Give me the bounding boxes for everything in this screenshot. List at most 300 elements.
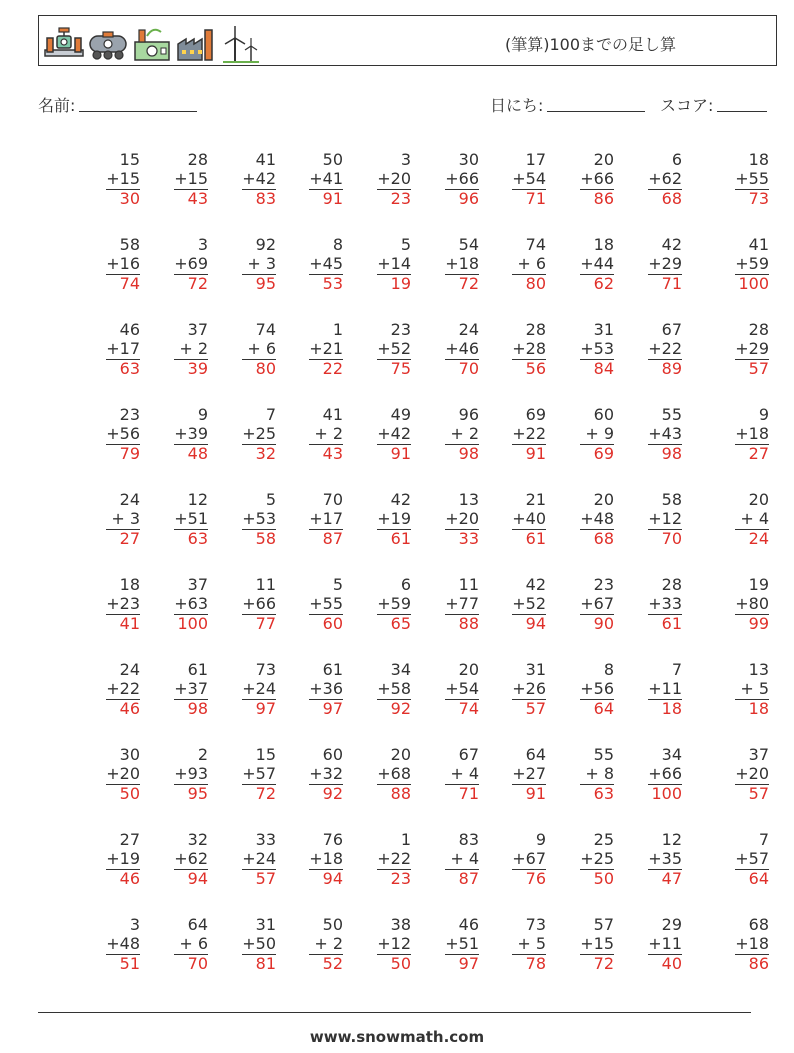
answer: 98 bbox=[458, 444, 479, 463]
addition-problem bbox=[273, 915, 343, 973]
footer-divider bbox=[38, 1012, 751, 1013]
sum-rule bbox=[377, 869, 411, 870]
sum-rule bbox=[445, 529, 479, 530]
addend-bottom: +17 bbox=[106, 339, 140, 358]
sum-rule bbox=[580, 444, 614, 445]
addend-bottom: +16 bbox=[106, 254, 140, 273]
addend-bottom: +37 bbox=[174, 679, 208, 698]
addend-top: 7 bbox=[265, 405, 276, 424]
sum-rule bbox=[309, 699, 343, 700]
answer: 52 bbox=[322, 954, 343, 973]
addition-problem bbox=[70, 745, 140, 803]
addend-bottom: +54 bbox=[512, 169, 546, 188]
addend-top: 34 bbox=[390, 660, 411, 679]
addend-top: 17 bbox=[525, 150, 546, 169]
answer: 91 bbox=[525, 444, 546, 463]
sum-rule bbox=[648, 614, 682, 615]
answer: 90 bbox=[593, 614, 614, 633]
addend-bottom: +22 bbox=[648, 339, 682, 358]
addend-bottom: +56 bbox=[106, 424, 140, 443]
addition-problem bbox=[273, 575, 343, 633]
addend-bottom: + 4 bbox=[740, 509, 769, 528]
answer: 70 bbox=[458, 359, 479, 378]
answer: 47 bbox=[661, 869, 682, 888]
sum-rule bbox=[512, 529, 546, 530]
addend-top: 12 bbox=[661, 830, 682, 849]
addend-bottom: +33 bbox=[648, 594, 682, 613]
sum-rule bbox=[106, 954, 140, 955]
addend-bottom: +22 bbox=[377, 849, 411, 868]
addition-problem bbox=[544, 745, 614, 803]
addition-problem bbox=[476, 915, 546, 973]
addition-problem bbox=[206, 915, 276, 973]
answer: 18 bbox=[748, 699, 769, 718]
addend-bottom: +15 bbox=[580, 934, 614, 953]
addend-top: 28 bbox=[187, 150, 208, 169]
addition-problem bbox=[699, 235, 769, 293]
answer: 64 bbox=[593, 699, 614, 718]
addition-problem bbox=[612, 150, 682, 208]
addition-problem bbox=[544, 490, 614, 548]
sum-rule bbox=[242, 869, 276, 870]
sum-rule bbox=[735, 954, 769, 955]
addend-top: 23 bbox=[390, 320, 411, 339]
addend-bottom: +46 bbox=[445, 339, 479, 358]
addition-problem bbox=[206, 490, 276, 548]
addend-bottom: +15 bbox=[106, 169, 140, 188]
sum-rule bbox=[648, 274, 682, 275]
addend-bottom: +28 bbox=[512, 339, 546, 358]
addend-bottom: +52 bbox=[512, 594, 546, 613]
addend-top: 32 bbox=[187, 830, 208, 849]
addend-top: 15 bbox=[119, 150, 140, 169]
answer: 65 bbox=[390, 614, 411, 633]
sum-rule bbox=[648, 784, 682, 785]
sum-rule bbox=[377, 444, 411, 445]
answer: 87 bbox=[458, 869, 479, 888]
answer: 81 bbox=[255, 954, 276, 973]
problem-row bbox=[38, 745, 778, 830]
sum-rule bbox=[242, 359, 276, 360]
addend-top: 37 bbox=[748, 745, 769, 764]
answer: 57 bbox=[255, 869, 276, 888]
addition-problem bbox=[273, 320, 343, 378]
addend-bottom: + 6 bbox=[517, 254, 546, 273]
addend-bottom: +40 bbox=[512, 509, 546, 528]
addend-bottom: +68 bbox=[377, 764, 411, 783]
addend-top: 31 bbox=[255, 915, 276, 934]
addend-top: 42 bbox=[525, 575, 546, 594]
addend-top: 74 bbox=[525, 235, 546, 254]
addition-problem bbox=[476, 405, 546, 463]
addition-problem bbox=[70, 405, 140, 463]
addend-bottom: + 4 bbox=[450, 849, 479, 868]
answer: 91 bbox=[525, 784, 546, 803]
sum-rule bbox=[580, 614, 614, 615]
addend-top: 31 bbox=[593, 320, 614, 339]
sum-rule bbox=[174, 444, 208, 445]
sum-rule bbox=[648, 699, 682, 700]
addition-problem bbox=[699, 830, 769, 888]
answer: 39 bbox=[187, 359, 208, 378]
answer: 100 bbox=[651, 784, 682, 803]
addition-problem bbox=[341, 150, 411, 208]
sum-rule bbox=[309, 614, 343, 615]
answer: 72 bbox=[458, 274, 479, 293]
addition-problem bbox=[409, 915, 479, 973]
addend-top: 61 bbox=[187, 660, 208, 679]
sum-rule bbox=[445, 784, 479, 785]
addend-top: 5 bbox=[332, 575, 343, 594]
sum-rule bbox=[174, 784, 208, 785]
sum-rule bbox=[735, 784, 769, 785]
addition-problem bbox=[476, 150, 546, 208]
addition-problem bbox=[138, 320, 208, 378]
answer: 80 bbox=[525, 274, 546, 293]
addition-problem bbox=[70, 660, 140, 718]
problem-row bbox=[38, 830, 778, 915]
addend-top: 20 bbox=[390, 745, 411, 764]
answer: 100 bbox=[738, 274, 769, 293]
sum-rule bbox=[242, 189, 276, 190]
answer: 32 bbox=[255, 444, 276, 463]
addend-top: 54 bbox=[458, 235, 479, 254]
addend-bottom: +62 bbox=[648, 169, 682, 188]
answer: 43 bbox=[187, 189, 208, 208]
answer: 94 bbox=[187, 869, 208, 888]
answer: 71 bbox=[458, 784, 479, 803]
addition-problem bbox=[699, 490, 769, 548]
answer: 24 bbox=[748, 529, 769, 548]
addend-bottom: +29 bbox=[648, 254, 682, 273]
addition-problem bbox=[544, 150, 614, 208]
sum-rule bbox=[512, 189, 546, 190]
addend-bottom: + 9 bbox=[585, 424, 614, 443]
addend-bottom: +56 bbox=[580, 679, 614, 698]
sum-rule bbox=[512, 359, 546, 360]
answer: 63 bbox=[119, 359, 140, 378]
addend-bottom: + 8 bbox=[585, 764, 614, 783]
problem-row bbox=[38, 405, 778, 490]
addend-bottom: +24 bbox=[242, 679, 276, 698]
addend-bottom: + 2 bbox=[450, 424, 479, 443]
answer: 96 bbox=[458, 189, 479, 208]
addend-top: 28 bbox=[748, 320, 769, 339]
addend-top: 46 bbox=[458, 915, 479, 934]
addition-problem bbox=[138, 575, 208, 633]
addend-top: 73 bbox=[525, 915, 546, 934]
answer: 61 bbox=[661, 614, 682, 633]
addend-bottom: + 6 bbox=[247, 339, 276, 358]
sum-rule bbox=[580, 954, 614, 955]
sum-rule bbox=[735, 699, 769, 700]
addend-top: 41 bbox=[255, 150, 276, 169]
addition-problem bbox=[70, 490, 140, 548]
addend-bottom: +25 bbox=[242, 424, 276, 443]
addend-top: 20 bbox=[593, 150, 614, 169]
addend-bottom: +20 bbox=[377, 169, 411, 188]
addend-top: 60 bbox=[322, 745, 343, 764]
answer: 89 bbox=[661, 359, 682, 378]
addend-top: 13 bbox=[458, 490, 479, 509]
addend-top: 76 bbox=[322, 830, 343, 849]
answer: 57 bbox=[748, 784, 769, 803]
header-box bbox=[38, 15, 777, 66]
problem-row bbox=[38, 150, 778, 235]
addend-top: 25 bbox=[593, 830, 614, 849]
answer: 97 bbox=[255, 699, 276, 718]
addition-problem bbox=[273, 745, 343, 803]
addend-bottom: +93 bbox=[174, 764, 208, 783]
addend-top: 50 bbox=[322, 150, 343, 169]
addend-bottom: +25 bbox=[580, 849, 614, 868]
addition-problem bbox=[341, 830, 411, 888]
addition-problem bbox=[70, 320, 140, 378]
addition-problem bbox=[341, 235, 411, 293]
addend-bottom: +53 bbox=[580, 339, 614, 358]
sum-rule bbox=[377, 359, 411, 360]
sum-rule bbox=[580, 869, 614, 870]
addition-problem bbox=[341, 490, 411, 548]
sum-rule bbox=[242, 274, 276, 275]
addend-bottom: +55 bbox=[735, 169, 769, 188]
addend-bottom: +42 bbox=[242, 169, 276, 188]
addend-bottom: +67 bbox=[512, 849, 546, 868]
addend-top: 58 bbox=[119, 235, 140, 254]
sum-rule bbox=[106, 784, 140, 785]
addend-top: 1 bbox=[400, 830, 411, 849]
sum-rule bbox=[580, 274, 614, 275]
addition-problem bbox=[409, 320, 479, 378]
addend-top: 24 bbox=[119, 660, 140, 679]
addend-top: 6 bbox=[671, 150, 682, 169]
addition-problem bbox=[476, 830, 546, 888]
addend-top: 74 bbox=[255, 320, 276, 339]
answer: 72 bbox=[593, 954, 614, 973]
problem-row bbox=[38, 235, 778, 320]
addend-bottom: +66 bbox=[648, 764, 682, 783]
addend-bottom: +66 bbox=[580, 169, 614, 188]
addend-top: 42 bbox=[661, 235, 682, 254]
addend-bottom: +18 bbox=[309, 849, 343, 868]
addition-problem bbox=[70, 915, 140, 973]
answer: 88 bbox=[458, 614, 479, 633]
answer: 95 bbox=[187, 784, 208, 803]
addition-problem bbox=[70, 575, 140, 633]
addend-bottom: +53 bbox=[242, 509, 276, 528]
addend-bottom: +32 bbox=[309, 764, 343, 783]
addition-problem bbox=[544, 830, 614, 888]
sum-rule bbox=[242, 699, 276, 700]
score-field bbox=[660, 93, 767, 116]
addition-problem bbox=[273, 405, 343, 463]
answer: 23 bbox=[390, 189, 411, 208]
sum-rule bbox=[309, 954, 343, 955]
problem-row bbox=[38, 660, 778, 745]
addition-problem bbox=[699, 915, 769, 973]
answer: 71 bbox=[661, 274, 682, 293]
addition-problem bbox=[273, 660, 343, 718]
sum-rule bbox=[377, 784, 411, 785]
problem-row bbox=[38, 490, 778, 575]
addition-problem bbox=[138, 915, 208, 973]
addend-bottom: +41 bbox=[309, 169, 343, 188]
sum-rule bbox=[174, 869, 208, 870]
sum-rule bbox=[648, 954, 682, 955]
sum-rule bbox=[648, 189, 682, 190]
answer: 50 bbox=[119, 784, 140, 803]
sum-rule bbox=[309, 274, 343, 275]
sum-rule bbox=[309, 784, 343, 785]
addend-bottom: +66 bbox=[242, 594, 276, 613]
addend-top: 11 bbox=[458, 575, 479, 594]
addend-bottom: +35 bbox=[648, 849, 682, 868]
addition-problem bbox=[476, 320, 546, 378]
addend-bottom: +12 bbox=[648, 509, 682, 528]
answer: 50 bbox=[593, 869, 614, 888]
sum-rule bbox=[106, 529, 140, 530]
addend-bottom: +18 bbox=[735, 934, 769, 953]
addend-top: 30 bbox=[458, 150, 479, 169]
addition-problem bbox=[70, 150, 140, 208]
addition-problem bbox=[206, 745, 276, 803]
addend-top: 33 bbox=[255, 830, 276, 849]
answer: 72 bbox=[187, 274, 208, 293]
addend-top: 50 bbox=[322, 915, 343, 934]
answer: 33 bbox=[458, 529, 479, 548]
sum-rule bbox=[512, 444, 546, 445]
name-field bbox=[38, 93, 197, 116]
answer: 69 bbox=[593, 444, 614, 463]
sum-rule bbox=[580, 529, 614, 530]
sum-rule bbox=[580, 699, 614, 700]
addend-top: 7 bbox=[758, 830, 769, 849]
answer: 73 bbox=[748, 189, 769, 208]
addition-problem bbox=[409, 830, 479, 888]
addend-top: 18 bbox=[748, 150, 769, 169]
date-field bbox=[490, 93, 645, 116]
addend-top: 69 bbox=[525, 405, 546, 424]
name-line bbox=[79, 97, 197, 112]
addition-problem bbox=[341, 575, 411, 633]
addend-top: 31 bbox=[525, 660, 546, 679]
addend-top: 7 bbox=[671, 660, 682, 679]
sum-rule bbox=[242, 614, 276, 615]
addend-top: 58 bbox=[661, 490, 682, 509]
addend-bottom: +50 bbox=[242, 934, 276, 953]
sum-rule bbox=[309, 444, 343, 445]
addend-top: 20 bbox=[748, 490, 769, 509]
addend-top: 57 bbox=[593, 915, 614, 934]
sum-rule bbox=[445, 444, 479, 445]
addend-top: 70 bbox=[322, 490, 343, 509]
answer: 43 bbox=[322, 444, 343, 463]
answer: 76 bbox=[525, 869, 546, 888]
addend-top: 5 bbox=[265, 490, 276, 509]
sum-rule bbox=[648, 529, 682, 530]
sum-rule bbox=[106, 699, 140, 700]
addition-problem bbox=[699, 745, 769, 803]
addition-problem bbox=[273, 235, 343, 293]
addend-bottom: +17 bbox=[309, 509, 343, 528]
addend-top: 29 bbox=[661, 915, 682, 934]
addend-bottom: +19 bbox=[106, 849, 140, 868]
answer: 50 bbox=[390, 954, 411, 973]
addition-problem bbox=[699, 660, 769, 718]
addition-problem bbox=[612, 575, 682, 633]
addend-bottom: +19 bbox=[377, 509, 411, 528]
addend-bottom: +11 bbox=[648, 679, 682, 698]
addend-top: 3 bbox=[197, 235, 208, 254]
sum-rule bbox=[735, 869, 769, 870]
addend-top: 37 bbox=[187, 575, 208, 594]
answer: 99 bbox=[748, 614, 769, 633]
sum-rule bbox=[309, 359, 343, 360]
answer: 79 bbox=[119, 444, 140, 463]
sum-rule bbox=[106, 614, 140, 615]
sum-rule bbox=[242, 784, 276, 785]
addition-problem bbox=[273, 150, 343, 208]
addition-problem bbox=[409, 660, 479, 718]
addition-problem bbox=[544, 660, 614, 718]
addition-problem bbox=[612, 320, 682, 378]
answer: 46 bbox=[119, 869, 140, 888]
addition-problem bbox=[544, 235, 614, 293]
problem-grid bbox=[38, 150, 778, 1000]
addend-top: 46 bbox=[119, 320, 140, 339]
addition-problem bbox=[138, 830, 208, 888]
addition-problem bbox=[206, 830, 276, 888]
addition-problem bbox=[476, 490, 546, 548]
addend-bottom: +48 bbox=[106, 934, 140, 953]
addition-problem bbox=[138, 490, 208, 548]
addition-problem bbox=[341, 405, 411, 463]
answer: 27 bbox=[119, 529, 140, 548]
sum-rule bbox=[174, 954, 208, 955]
addition-problem bbox=[138, 405, 208, 463]
addend-bottom: +43 bbox=[648, 424, 682, 443]
addend-bottom: +12 bbox=[377, 934, 411, 953]
addend-top: 19 bbox=[748, 575, 769, 594]
addition-problem bbox=[544, 320, 614, 378]
addition-problem bbox=[612, 830, 682, 888]
addend-bottom: +22 bbox=[512, 424, 546, 443]
answer: 61 bbox=[525, 529, 546, 548]
answer: 57 bbox=[748, 359, 769, 378]
answer: 92 bbox=[390, 699, 411, 718]
sum-rule bbox=[174, 529, 208, 530]
addend-top: 11 bbox=[255, 575, 276, 594]
addition-problem bbox=[612, 915, 682, 973]
addend-bottom: +22 bbox=[106, 679, 140, 698]
answer: 87 bbox=[322, 529, 343, 548]
sum-rule bbox=[445, 274, 479, 275]
addition-problem bbox=[699, 320, 769, 378]
sum-rule bbox=[512, 274, 546, 275]
sum-rule bbox=[445, 869, 479, 870]
addition-problem bbox=[206, 660, 276, 718]
addend-bottom: +69 bbox=[174, 254, 208, 273]
addition-problem bbox=[273, 490, 343, 548]
addend-top: 41 bbox=[322, 405, 343, 424]
sum-rule bbox=[735, 614, 769, 615]
addition-problem bbox=[409, 405, 479, 463]
answer: 94 bbox=[322, 869, 343, 888]
addend-top: 3 bbox=[129, 915, 140, 934]
answer: 97 bbox=[322, 699, 343, 718]
sum-rule bbox=[735, 274, 769, 275]
name-label: 名前: bbox=[38, 96, 76, 115]
